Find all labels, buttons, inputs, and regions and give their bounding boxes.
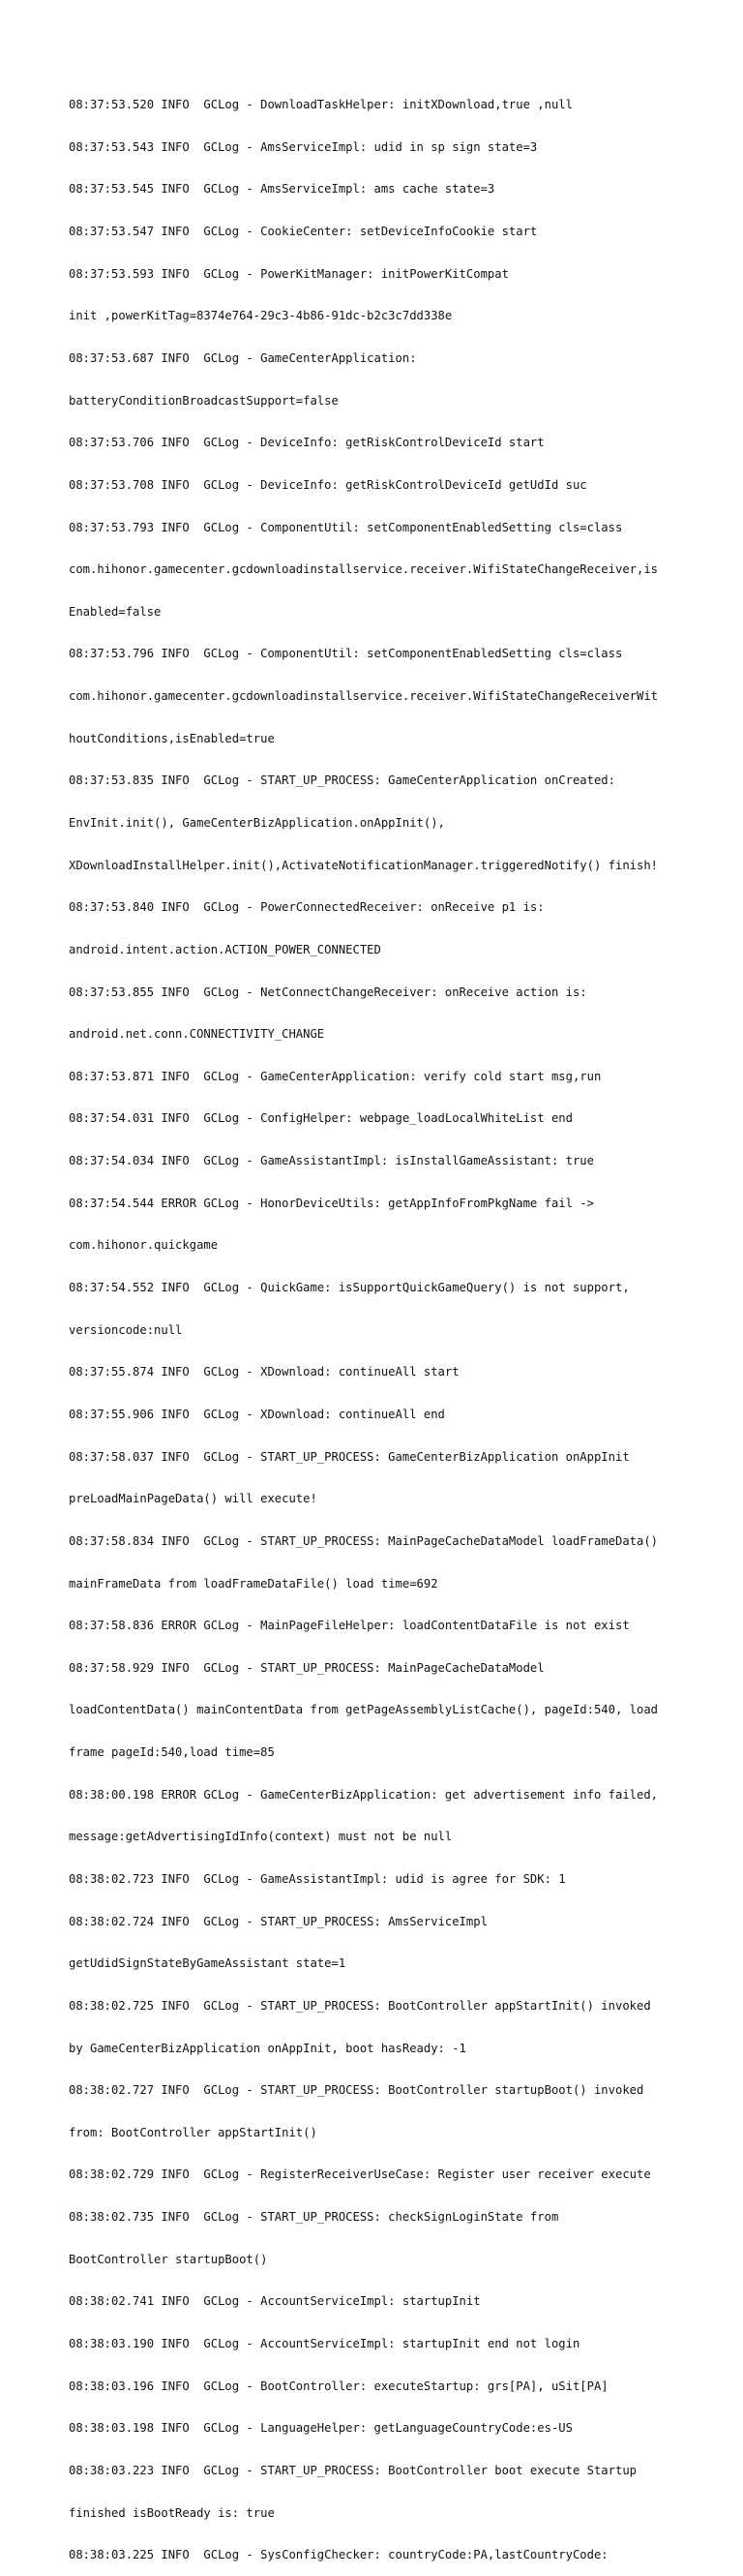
log-line: 08:37:53.840 INFO GCLog - PowerConnectedReceiver: onReceive p1 is: <box>69 900 545 915</box>
log-line: 08:37:54.552 INFO GCLog - QuickGame: isSupportQuickGameQuery() is not support, <box>69 1281 630 1295</box>
log-text-block <box>69 70 736 2576</box>
log-line: init ,powerKitTag=8374e764-29c3-4b86-91dc-b2c3c7dd338e <box>69 309 453 323</box>
log-line: 08:37:54.034 INFO GCLog - GameAssistantImpl: isInstallGameAssistant: true <box>69 1154 594 1168</box>
log-line: 08:38:03.190 INFO GCLog - AccountServiceImpl: startupInit end not login <box>69 2337 580 2351</box>
log-line: 08:38:00.198 ERROR GCLog - GameCenterBizApplication: get advertisement info failed, <box>69 1787 659 1802</box>
log-line: preLoadMainPageData() will execute! <box>69 1492 317 1506</box>
log-line: message:getAdvertisingIdInfo(context) must not be null <box>69 1830 453 1844</box>
log-line: 08:37:53.835 INFO GCLog - START_UP_PROCESS: GameCenterApplication onCreated: <box>69 773 615 788</box>
log-line: XDownloadInstallHelper.init(),ActivateNotificationManager.triggeredNotify() finish! <box>69 858 659 872</box>
log-line: 08:37:55.906 INFO GCLog - XDownload: continueAll end <box>69 1407 445 1421</box>
log-line: android.intent.action.ACTION_POWER_CONNECTED <box>69 942 381 956</box>
log-line: 08:37:58.037 INFO GCLog - START_UP_PROCESS: GameCenterBizApplication onAppInit <box>69 1449 630 1464</box>
log-line: com.hihonor.gamecenter.gcdownloadinstallservice.receiver.WifiStateChangeReceiverWit <box>69 689 659 704</box>
log-line: 08:37:58.836 ERROR GCLog - MainPageFileHelper: loadContentDataFile is not exist <box>69 1619 630 1633</box>
log-line: loadContentData() mainContentData from getPageAssemblyListCache(), pageId:540, load <box>69 1703 659 1717</box>
log-line: frame pageId:540,load time=85 <box>69 1745 275 1760</box>
log-line: 08:38:03.198 INFO GCLog - LanguageHelper: getLanguageCountryCode:es-US <box>69 2421 573 2436</box>
log-line: 08:37:53.871 INFO GCLog - GameCenterApplication: verify cold start msg,run <box>69 1069 602 1083</box>
log-line: 08:37:53.706 INFO GCLog - DeviceInfo: getRiskControlDeviceId start <box>69 436 545 450</box>
log-line: 08:38:02.735 INFO GCLog - START_UP_PROCESS: checkSignLoginState from <box>69 2210 559 2225</box>
log-line: 08:37:58.834 INFO GCLog - START_UP_PROCESS: MainPageCacheDataModel loadFrameData() <box>69 1533 659 1548</box>
log-line: android.net.conn.CONNECTIVITY_CHANGE <box>69 1027 325 1042</box>
log-line: 08:37:53.687 INFO GCLog - GameCenterApplication: <box>69 350 417 365</box>
log-line: 08:37:53.520 INFO GCLog - DownloadTaskHelper: initXDownload,true ,null <box>69 98 573 112</box>
log-line: 08:37:53.793 INFO GCLog - ComponentUtil: setComponentEnabledSetting cls=class <box>69 520 623 534</box>
log-line: finished isBootReady is: true <box>69 2505 275 2520</box>
log-line: 08:38:02.723 INFO GCLog - GameAssistantImpl: udid is agree for SDK: 1 <box>69 1872 566 1886</box>
log-line: 08:38:02.724 INFO GCLog - START_UP_PROCESS: AmsServiceImpl <box>69 1914 488 1928</box>
log-line: 08:37:53.855 INFO GCLog - NetConnectChangeReceiver: onReceive action is: <box>69 985 587 999</box>
log-line: 08:37:54.544 ERROR GCLog - HonorDeviceUtils: getAppInfoFromPkgName fail -> <box>69 1196 594 1210</box>
log-line: 08:37:53.593 INFO GCLog - PowerKitManager: initPowerKitCompat <box>69 266 509 281</box>
log-line: 08:38:03.225 INFO GCLog - SysConfigChecker: countryCode:PA,lastCountryCode: <box>69 2548 609 2562</box>
log-line: 08:38:03.223 INFO GCLog - START_UP_PROCESS: BootController boot execute Startup <box>69 2463 637 2477</box>
log-line: 08:37:53.543 INFO GCLog - AmsServiceImpl: udid in sp sign state=3 <box>69 139 538 154</box>
log-line: by GameCenterBizApplication onAppInit, boot hasReady: -1 <box>69 2041 466 2055</box>
log-line: EnvInit.init(), GameCenterBizApplication.onAppInit(), <box>69 815 445 830</box>
log-line: houtConditions,isEnabled=true <box>69 731 275 745</box>
log-line: 08:37:53.708 INFO GCLog - DeviceInfo: getRiskControlDeviceId getUdId suc <box>69 477 587 492</box>
log-line: Enabled=false <box>69 604 162 619</box>
log-line: 08:38:02.727 INFO GCLog - START_UP_PROCESS: BootController startupBoot() invoked <box>69 2083 644 2098</box>
log-line: versioncode:null <box>69 1322 183 1337</box>
log-line: 08:38:02.725 INFO GCLog - START_UP_PROCESS: BootController appStartInit() invoked <box>69 1998 651 2013</box>
log-line: com.hihonor.quickgame <box>69 1238 219 1253</box>
log-line: 08:37:53.545 INFO GCLog - AmsServiceImpl: ams cache state=3 <box>69 182 495 197</box>
log-line: 08:37:53.547 INFO GCLog - CookieCenter: setDeviceInfoCookie start <box>69 225 538 239</box>
log-line: batteryConditionBroadcastSupport=false <box>69 393 339 408</box>
log-line: 08:37:53.796 INFO GCLog - ComponentUtil: setComponentEnabledSetting cls=class <box>69 647 623 661</box>
log-line: mainFrameData from loadFrameDataFile() load time=692 <box>69 1576 438 1591</box>
log-line: 08:38:03.196 INFO GCLog - BootController: executeStartup: grs[PA], uSit[PA] <box>69 2379 609 2393</box>
log-line: getUdidSignStateByGameAssistant state=1 <box>69 1956 346 1971</box>
log-line: from: BootController appStartInit() <box>69 2125 317 2139</box>
log-line: 08:37:58.929 INFO GCLog - START_UP_PROCESS: MainPageCacheDataModel <box>69 1660 545 1675</box>
log-line: 08:37:55.874 INFO GCLog - XDownload: continueAll start <box>69 1365 460 1379</box>
log-line: 08:38:02.741 INFO GCLog - AccountServiceImpl: startupInit <box>69 2294 481 2309</box>
log-line: com.hihonor.gamecenter.gcdownloadinstallservice.receiver.WifiStateChangeReceiver,is <box>69 562 659 577</box>
log-line: 08:38:02.729 INFO GCLog - RegisterReceiverUseCase: Register user receiver execute <box>69 2167 651 2182</box>
log-line: 08:37:54.031 INFO GCLog - ConfigHelper: webpage_loadLocalWhiteList end <box>69 1111 573 1126</box>
log-line: BootController startupBoot() <box>69 2252 268 2266</box>
